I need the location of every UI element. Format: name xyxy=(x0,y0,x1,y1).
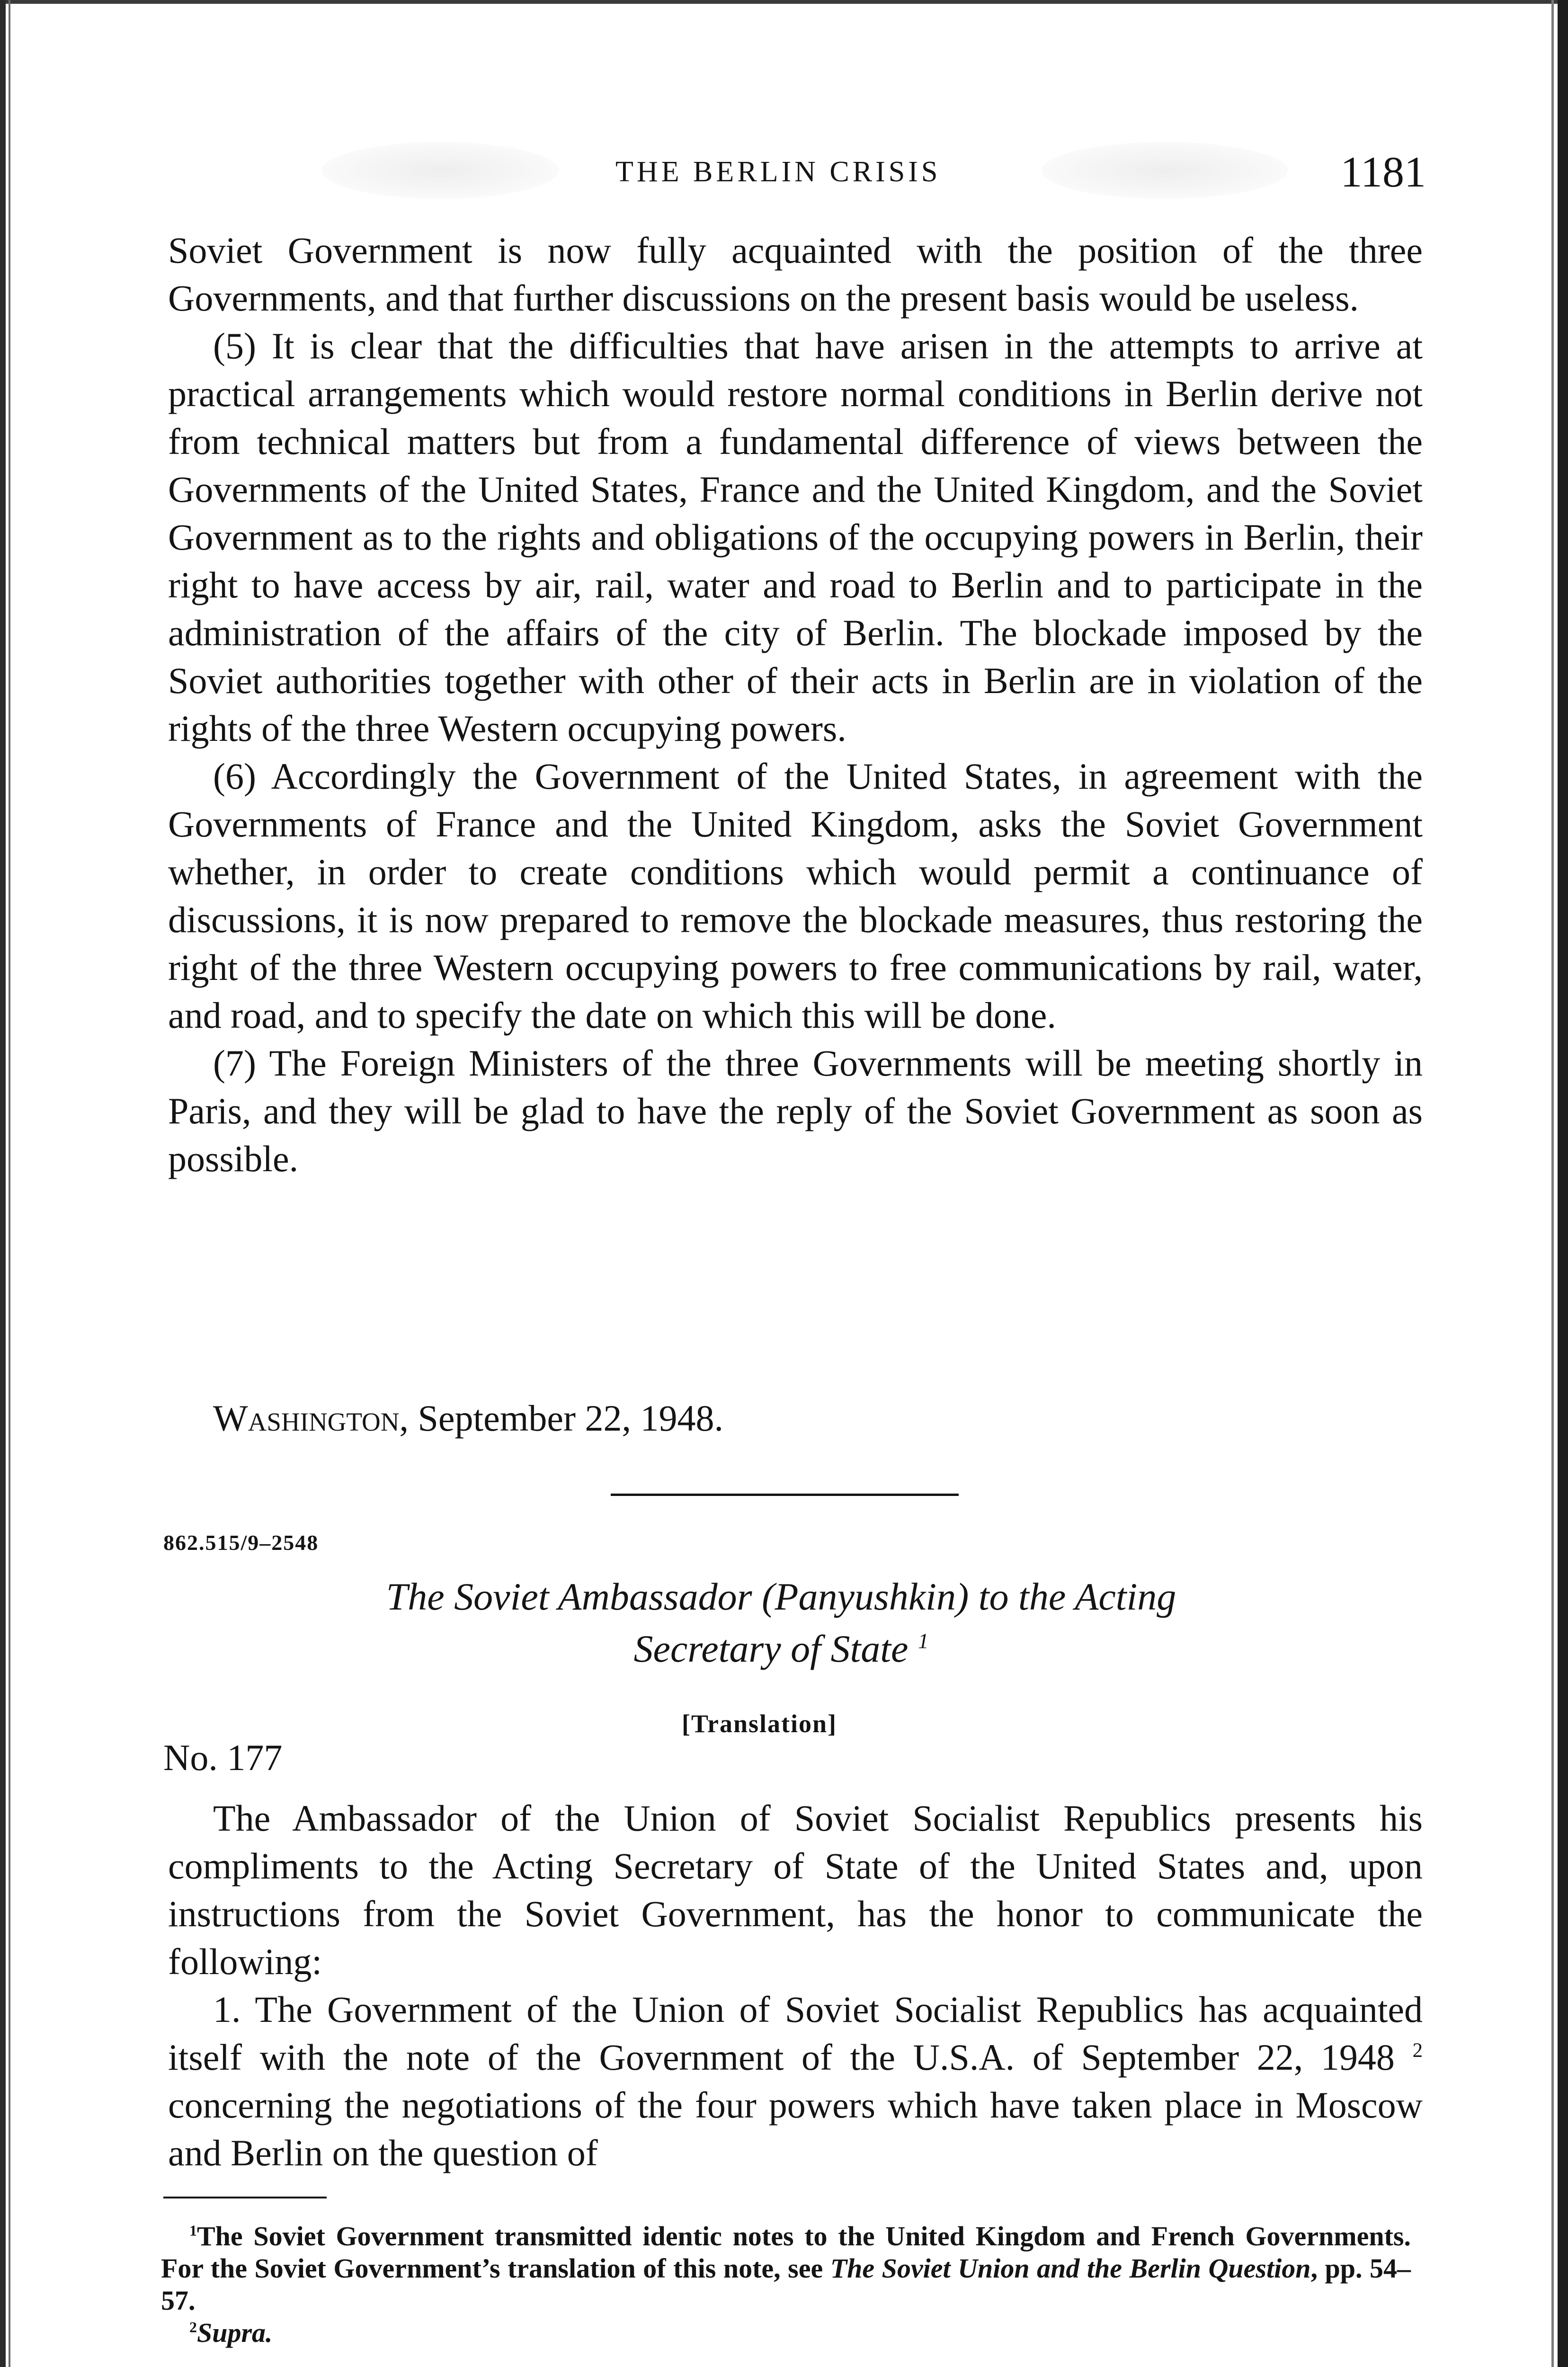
footnote-1-mark: 1 xyxy=(189,2222,197,2239)
footnote-2-text: Supra. xyxy=(196,2317,273,2348)
footnote-mark-1: 1 xyxy=(918,1629,929,1653)
document-title-line-1: The Soviet Ambassador (Panyushkin) to the Acting xyxy=(386,1575,1176,1618)
footnote-2 xyxy=(161,2317,1411,2349)
footnote-1-text-b: , pp. 54–57. xyxy=(161,2253,1411,2316)
first-document-body xyxy=(168,226,1423,1183)
paragraph-intro: The Ambassador of the Union of Soviet Socialist Republics presents his compliments to the Acting Secretary of State of the United States and, upon instructions from the Soviet Government, has the honor to communicate the following: xyxy=(168,1797,1423,1982)
second-document-body xyxy=(168,1794,1423,2177)
scan-edge-left xyxy=(0,0,6,2367)
footnote-1-text-a: The Soviet Government transmitted identic notes to the United Kingdom and French Governments. For the Soviet Government’s translation of this note, see xyxy=(161,2221,1411,2284)
section-divider xyxy=(611,1494,959,1496)
footnote-2-mark: 2 xyxy=(189,2319,197,2336)
dateline xyxy=(213,1394,723,1442)
paragraph-7: (7) The Foreign Ministers of the three Governments will be meeting shortly in Paris, and they will be glad to have the reply of the Soviet Government as soon as possible. xyxy=(168,1042,1423,1179)
document-title xyxy=(189,1571,1373,1675)
dateline-place: Washington xyxy=(213,1397,400,1439)
footnote-divider xyxy=(163,2197,327,2198)
file-reference: 862.515/9–2548 xyxy=(163,1531,319,1555)
footnote-mark-2: 2 xyxy=(1412,2039,1423,2062)
document-title-text: Secretary of State xyxy=(633,1627,909,1670)
scan-edge-right xyxy=(1558,0,1568,2367)
paragraph-6: (6) Accordingly the Government of the United States, in agreement with the Governments of France and the United Kingdom, asks the Soviet Government whether, in order to create conditions which would permit a continuance of discussions, it is now prepared to remove the blockade measures, thus restoring the right of the three Western occupying powers to free communications by rail, water, and road, and to specify the date on which this will be done. xyxy=(168,756,1423,1036)
footnotes xyxy=(161,2220,1411,2349)
scan-edge-right-inner xyxy=(1551,0,1554,2367)
scan-edge-top xyxy=(0,0,1568,4)
note-number: No. 177 xyxy=(163,1737,283,1778)
paragraph-5: (5) It is clear that the difficulties that have arisen in the attempts to arrive at practical arrangements which would restore normal conditions in Berlin derive not from technical matters but from a fundamental difference of views between the Governments of the United States, France and the United Kingdom, and the Soviet Government as to the rights and obligations of the occupying powers in Berlin, their right to have access by air, rail, water and road to Berlin and to participate in the administration of the affairs of the city of Berlin. The blockade imposed by the Soviet authorities together with other of their acts in Berlin are in violation of the rights of the three Western occupying powers. xyxy=(168,325,1423,749)
dateline-date: , September 22, 1948. xyxy=(399,1397,724,1439)
page-number: 1181 xyxy=(1340,148,1426,196)
translation-label: [Translation] xyxy=(682,1709,837,1738)
scan-edge-left-inner xyxy=(9,0,10,2367)
footnote-1-source: The Soviet Union and the Berlin Question xyxy=(830,2253,1311,2284)
footnote-1 xyxy=(161,2220,1411,2317)
running-head xyxy=(0,148,1568,196)
document-title-line-2 xyxy=(189,1623,1373,1675)
paragraph-1-text-a: 1. The Government of the Union of Soviet Socialist Republics has acquainted itself with the note of the Government of the U.S.A. of September 22, 1948 xyxy=(168,1989,1423,2078)
running-title: THE BERLIN CRISIS xyxy=(615,156,941,188)
paragraph-continued: Soviet Government is now fully acquainted with the position of the three Governments, and that further discussions on the present basis would be useless. xyxy=(168,230,1423,319)
paragraph-1-text-b: concerning the negotiations of the four powers which have taken place in Moscow and Berlin on the question of xyxy=(168,2084,1423,2173)
paragraph-1 xyxy=(168,1985,1423,2177)
